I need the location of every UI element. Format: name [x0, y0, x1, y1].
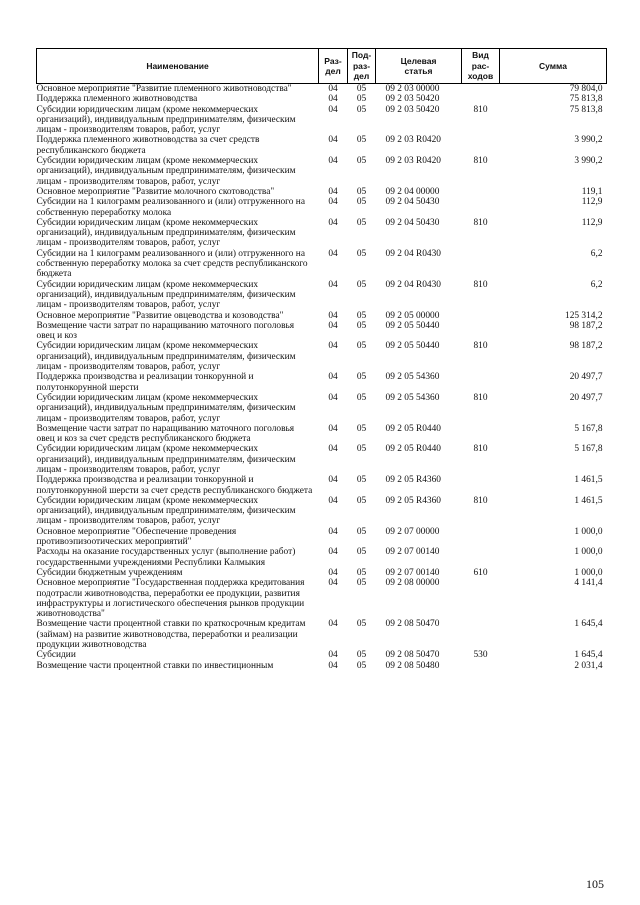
table-row: [37, 527, 607, 548]
row-subsection: 05: [356, 94, 367, 105]
row-section: 04: [328, 341, 338, 352]
row-target-article: 09 2 08 50470: [385, 619, 440, 630]
row-section: 04: [328, 217, 338, 228]
row-target-article: 09 2 03 00000: [385, 84, 440, 94]
row-sum: 1 000,0: [574, 526, 603, 537]
row-target-article: 09 2 05 R0440: [385, 444, 441, 455]
row-section: 04: [328, 526, 338, 537]
row-sum: 75 813,8: [569, 94, 603, 105]
table-row: [37, 393, 607, 424]
row-target-article: 09 2 03 50420: [385, 94, 440, 105]
row-section: 04: [328, 320, 338, 331]
row-section: 04: [328, 248, 338, 259]
row-subsection: 05: [356, 320, 367, 331]
row-sum: 5 167,8: [574, 444, 603, 455]
row-section: 04: [328, 279, 338, 290]
table-row: [37, 496, 607, 527]
row-subsection: 05: [356, 341, 367, 352]
row-expense-type: [462, 475, 500, 496]
row-sum: 1 461,5: [574, 495, 603, 506]
row-subsection: 05: [356, 279, 367, 290]
row-sum: 1 645,4: [574, 619, 603, 630]
row-name: Возмещение части затрат по наращиванию маточного поголовья овец и коз: [36, 320, 295, 342]
row-sum: 1 645,4: [574, 650, 603, 661]
row-section: 04: [328, 660, 338, 671]
row-name: Поддержка племенного животноводства за счет средств республиканского бюджета: [36, 135, 260, 156]
row-subsection: 05: [356, 475, 367, 486]
row-sum: 98 187,2: [569, 341, 603, 352]
row-subsection: 05: [356, 372, 367, 383]
row-sum: 1 461,5: [574, 475, 603, 486]
row-expense-type: 530: [473, 650, 488, 661]
row-name: Основное мероприятие "Государственная поддержка кредитования подотрасли животноводства, переработки ее продукции, развития инфраструктуры и логистического обеспечения рынков продукции животноводства": [36, 578, 305, 620]
row-expense-type: 810: [473, 217, 488, 228]
row-subsection: 05: [356, 650, 367, 661]
row-name: Субсидии юридическим лицам (кроме некоммерческих организаций), индивидуальным предпринимателям, физическим лицам - производителям товаров, работ, услуг: [36, 341, 296, 373]
row-sum: 112,9: [581, 197, 603, 208]
table-row: [37, 547, 607, 568]
header-expense-type: Вид рас- ходов: [462, 49, 500, 84]
table-row: [37, 135, 607, 156]
row-section: 04: [328, 650, 338, 661]
row-expense-type: [462, 424, 500, 445]
row-expense-type: 810: [473, 341, 488, 352]
row-section: 04: [328, 197, 338, 208]
row-sum: 112,9: [581, 217, 603, 228]
table-row: [37, 105, 607, 136]
row-target-article: 09 2 08 50470: [385, 650, 440, 661]
row-expense-type: 810: [473, 444, 488, 455]
row-target-article: 09 2 04 50430: [385, 217, 440, 228]
row-name: Субсидии юридическим лицам (кроме некоммерческих организаций), индивидуальным предпринимателям, физическим лицам - производителям товаров, работ, услуг: [36, 217, 296, 249]
table-row: [37, 156, 607, 187]
row-expense-type: [462, 661, 500, 671]
table-row: [37, 341, 607, 372]
row-name: Основное мероприятие "Развитие молочного скотоводства": [36, 186, 275, 197]
row-expense-type: [462, 619, 500, 650]
row-expense-type: [462, 578, 500, 619]
row-subsection: 05: [356, 660, 367, 671]
row-section: 04: [328, 547, 338, 558]
row-subsection: 05: [356, 619, 367, 630]
row-expense-type: 810: [473, 104, 488, 115]
header-target-article: Целевая статья: [376, 49, 462, 84]
row-target-article: 09 2 08 50480: [385, 660, 440, 671]
row-name: Субсидии бюджетным учреждениям: [36, 567, 183, 578]
table-row: [37, 311, 607, 321]
row-expense-type: [462, 321, 500, 342]
row-sum: 3 990,2: [574, 156, 603, 167]
row-subsection: 05: [356, 310, 367, 321]
row-subsection: 05: [356, 578, 367, 589]
row-target-article: 09 2 04 R0430: [385, 248, 441, 259]
row-sum: 125 314,2: [565, 310, 603, 321]
row-expense-type: [462, 547, 500, 568]
table-row: [37, 197, 607, 218]
row-target-article: 09 2 07 00140: [385, 567, 440, 578]
row-section: 04: [328, 619, 338, 630]
row-target-article: 09 2 05 R0440: [385, 423, 441, 434]
table-row: [37, 619, 607, 650]
row-name: Возмещение части процентной ставки по инвестиционным: [36, 660, 274, 671]
table-row: [37, 568, 607, 578]
row-section: 04: [328, 186, 338, 197]
row-subsection: 05: [356, 186, 367, 197]
row-name: Основное мероприятие "Развитие овцеводства и козоводства": [36, 310, 284, 321]
row-section: 04: [328, 135, 338, 146]
row-subsection: 05: [356, 197, 367, 208]
row-sum: 2 031,4: [574, 660, 603, 671]
row-name: Субсидии: [36, 650, 76, 661]
row-section: 04: [328, 84, 338, 94]
table-row: [37, 280, 607, 311]
row-expense-type: [462, 94, 500, 104]
row-subsection: 05: [356, 423, 367, 434]
row-name: Поддержка производства и реализации тонкорунной и полутонкорунной шерсти: [36, 372, 254, 393]
table-row: [37, 84, 607, 95]
row-subsection: 05: [356, 392, 367, 403]
row-section: 04: [328, 578, 338, 589]
row-subsection: 05: [356, 135, 367, 146]
row-sum: 20 497,7: [569, 372, 603, 383]
row-section: 04: [328, 567, 338, 578]
row-sum: 98 187,2: [569, 320, 603, 331]
row-name: Субсидии юридическим лицам (кроме некоммерческих организаций), индивидуальным предпринимателям, физическим лицам - производителям товаров, работ, услуг: [36, 279, 296, 311]
row-target-article: 09 2 05 54360: [385, 372, 440, 383]
row-expense-type: [462, 311, 500, 321]
row-target-article: 09 2 07 00000: [385, 526, 440, 537]
table-row: [37, 94, 607, 104]
table-row: [37, 578, 607, 619]
row-target-article: 09 2 05 54360: [385, 392, 440, 403]
row-name: Основное мероприятие "Обеспечение проведения противоэпизоотических мероприятий": [36, 526, 237, 548]
row-name: Субсидии юридическим лицам (кроме некоммерческих организаций), индивидуальным предпринимателям, физическим лицам - производителям товаров, работ, услуг: [36, 392, 296, 424]
row-section: 04: [328, 444, 338, 455]
row-expense-type: [462, 135, 500, 156]
row-sum: 6,2: [590, 279, 603, 290]
row-target-article: 09 2 05 R4360: [385, 495, 441, 506]
row-expense-type: 610: [473, 567, 488, 578]
row-sum: 4 141,4: [574, 578, 603, 589]
row-expense-type: [462, 527, 500, 548]
table-row: [37, 372, 607, 393]
table-row: [37, 661, 607, 671]
row-sum: 1 000,0: [574, 567, 603, 578]
table-row: [37, 475, 607, 496]
row-sum: 3 990,2: [574, 135, 603, 146]
row-target-article: 09 2 05 00000: [385, 310, 440, 321]
row-target-article: 09 2 03 R0420: [385, 135, 441, 146]
row-name: Субсидии юридическим лицам (кроме некоммерческих организаций), индивидуальным предпринимателям, физическим лицам - производителям товаров, работ, услуг: [36, 444, 296, 475]
page-number: 105: [586, 877, 604, 891]
row-name: Субсидии юридическим лицам (кроме некоммерческих организаций), индивидуальным предпринимателям, физическим лицам - производителям товаров, работ, услуг: [36, 156, 296, 187]
row-section: 04: [328, 495, 338, 506]
row-subsection: 05: [356, 156, 367, 167]
row-sum: 1 000,0: [574, 547, 603, 558]
row-target-article: 09 2 04 50430: [385, 197, 440, 208]
row-expense-type: [462, 84, 500, 95]
row-expense-type: [462, 187, 500, 197]
row-name: Субсидии на 1 килограмм реализованного и (или) отгруженного на собственную переработку молока за счет средств республиканского бюджета: [36, 248, 308, 280]
row-target-article: 09 2 08 00000: [385, 578, 440, 589]
row-subsection: 05: [356, 84, 367, 94]
row-name: Поддержка производства и реализации тонкорунной и полутонкорунной шерсти за счет средств республиканского бюджета: [36, 475, 313, 496]
table-header-row: [37, 49, 607, 84]
row-section: 04: [328, 372, 338, 383]
row-section: 04: [328, 104, 338, 115]
row-name: Основное мероприятие "Развитие племенного животноводства": [36, 84, 292, 94]
table-row: [37, 249, 607, 280]
row-section: 04: [328, 156, 338, 167]
header-section: Раз- дел: [319, 49, 348, 84]
row-subsection: 05: [356, 104, 367, 115]
row-subsection: 05: [356, 248, 367, 259]
row-section: 04: [328, 310, 338, 321]
row-expense-type: [462, 372, 500, 393]
table-row: [37, 650, 607, 660]
row-target-article: 09 2 05 R4360: [385, 475, 441, 486]
row-subsection: 05: [356, 526, 367, 537]
header-sum: Сумма: [500, 49, 607, 84]
row-subsection: 05: [356, 495, 367, 506]
row-sum: 6,2: [590, 248, 603, 259]
row-subsection: 05: [356, 547, 367, 558]
row-subsection: 05: [356, 217, 367, 228]
row-section: 04: [328, 475, 338, 486]
row-sum: 20 497,7: [569, 392, 603, 403]
table-row: [37, 424, 607, 445]
row-target-article: 09 2 03 R0420: [385, 156, 441, 167]
header-subsection: Под- раз- дел: [348, 49, 376, 84]
row-expense-type: 810: [473, 495, 488, 506]
table-row: [37, 218, 607, 249]
row-section: 04: [328, 392, 338, 403]
row-target-article: 09 2 04 R0430: [385, 279, 441, 290]
row-target-article: 09 2 05 50440: [385, 320, 440, 331]
row-subsection: 05: [356, 444, 367, 455]
budget-page: [36, 48, 606, 671]
row-section: 04: [328, 94, 338, 105]
row-sum: 5 167,8: [574, 423, 603, 434]
row-name: Возмещение части процентной ставки по краткосрочным кредитам (займам) на развитие животноводства, переработки и реализации продукции животноводства: [36, 619, 306, 651]
row-sum: 119,1: [581, 186, 603, 197]
row-name: Субсидии на 1 килограмм реализованного и (или) отгруженного на собственную переработку молока: [36, 197, 305, 218]
row-target-article: 09 2 05 50440: [385, 341, 440, 352]
row-name: Поддержка племенного животноводства: [36, 94, 198, 105]
row-name: Расходы на оказание государственных услуг (выполнение работ) государственными учреждениями Республики Калмыкия: [36, 547, 296, 568]
row-target-article: 09 2 07 00140: [385, 547, 440, 558]
header-name: Наименование: [37, 49, 319, 84]
row-name: Возмещение части затрат по наращиванию маточного поголовья овец и коз за счет средств республиканского бюджета: [36, 423, 295, 445]
row-expense-type: 810: [473, 279, 488, 290]
row-expense-type: [462, 197, 500, 218]
row-sum: 79 804,0: [569, 84, 603, 94]
table-row: [37, 187, 607, 197]
row-subsection: 05: [356, 567, 367, 578]
row-name: Субсидии юридическим лицам (кроме некоммерческих организаций), индивидуальным предпринимателям, физическим лицам - производителям товаров, работ, услуг: [36, 104, 296, 136]
budget-table: [36, 48, 607, 671]
row-expense-type: [462, 249, 500, 280]
row-target-article: 09 2 03 50420: [385, 104, 440, 115]
table-row: [37, 444, 607, 475]
row-name: Субсидии юридическим лицам (кроме некоммерческих организаций), индивидуальным предпринимателям, физическим лицам - производителям товаров, работ, услуг: [36, 495, 296, 527]
row-section: 04: [328, 423, 338, 434]
row-target-article: 09 2 04 00000: [385, 186, 440, 197]
row-expense-type: 810: [473, 392, 488, 403]
row-expense-type: 810: [473, 156, 488, 167]
row-sum: 75 813,8: [569, 104, 603, 115]
table-row: [37, 321, 607, 342]
